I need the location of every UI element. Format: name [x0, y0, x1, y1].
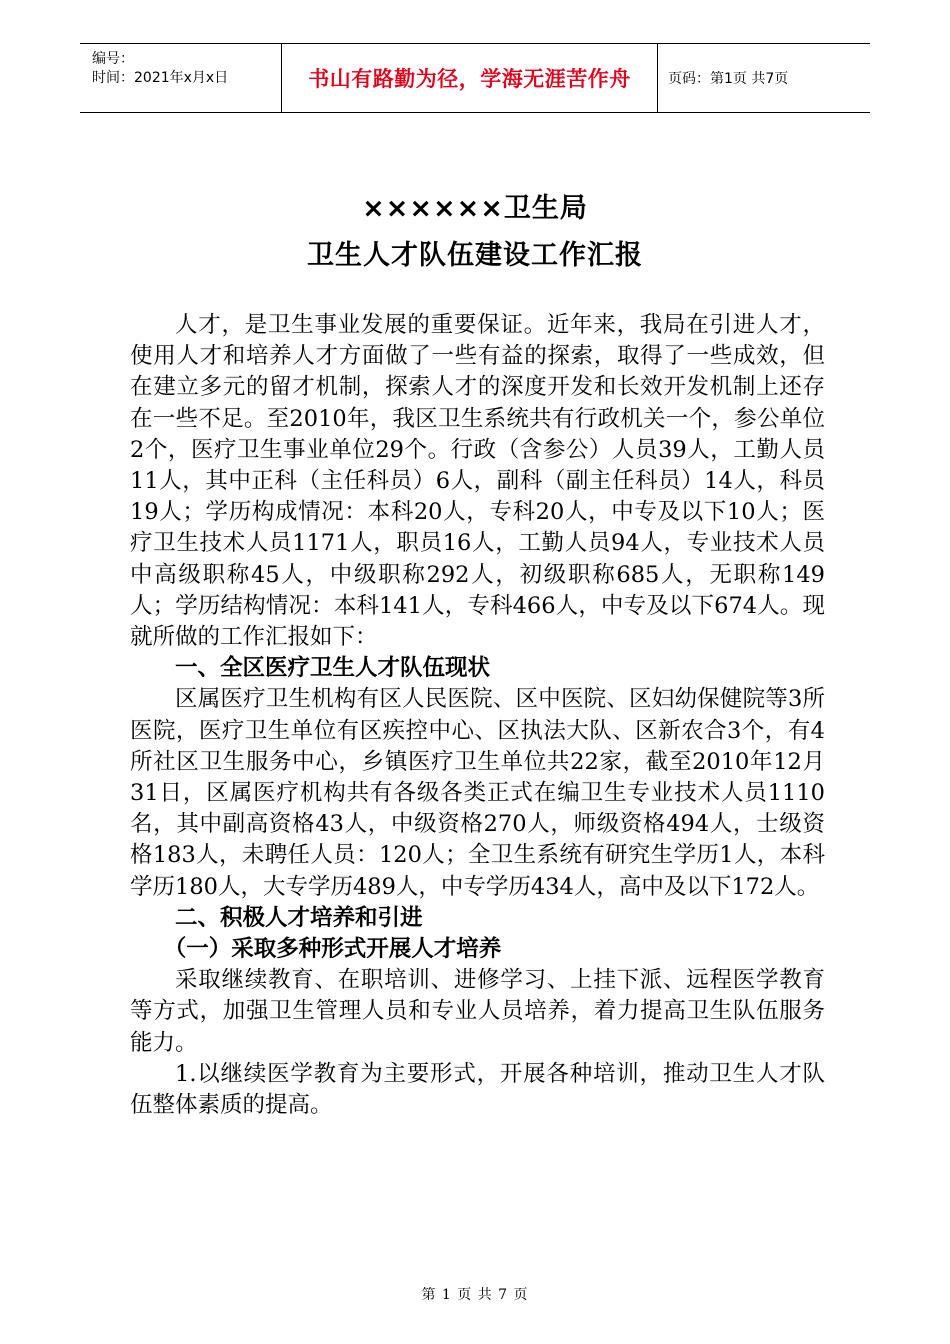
time-label: 时间：2021年x月x日	[92, 70, 229, 86]
section2-item1-paragraph: 1.以继续医学教育为主要形式，开展各种培训，推动卫生人才队伍整体素质的提高。	[130, 1060, 825, 1119]
document-body	[130, 310, 825, 1121]
page-footer: 第 1 页 共 7 页	[421, 1287, 529, 1303]
section2-sub1-heading: （一）采取多种形式开展人才培养	[163, 936, 502, 963]
section1-paragraph: 区属医疗卫生机构有区人民医院、区中医院、区妇幼保健院等3所医院，医疗卫生单位有区疾控中心、区执法大队、区新农合3个，有4所社区卫生服务中心，乡镇医疗卫生单位共22家，截至2010年12月31日，区属医疗机构共有各级各类正式在编卫生专业技术人员1110名，其中副高资格43人，中级资格270人，师级资格494人，士级资格183人，未聘任人员：120人；全卫生系统有研究生学历1人，本科学历180人，大专学历489人，中专学历434人，高中及以下172人。	[130, 686, 825, 900]
header-page-info: 页码：第1页 共7页	[668, 71, 789, 87]
section1-heading: 一、全区医疗卫生人才队伍现状	[175, 655, 491, 682]
page-header	[80, 43, 870, 113]
document-title-line2: 卫生人才队伍建设工作汇报	[307, 240, 643, 271]
header-meta	[80, 44, 282, 112]
serial-number-label: 编号：	[92, 51, 134, 67]
section2-sub1-paragraph: 采取继续教育、在职培训、进修学习、上挂下派、远程医学教育等方式，加强卫生管理人员和专业人员培养，着力提高卫生队伍服务能力。	[130, 967, 825, 1056]
header-motto: 书山有路勤为径，学海无涯苦作舟	[282, 44, 658, 112]
intro-paragraph: 人才，是卫生事业发展的重要保证。近年来，我局在引进人才，使用人才和培养人才方面做了一些有益的探索，取得了一些成效，但在建立多元的留才机制，探索人才的深度开发和长效开发机制上还存在一些不足。至2010年，我区卫生系统共有行政机关一个，参公单位2个，医疗卫生事业单位29个。行政（含参公）人员39人，工勤人员11人，其中正科（主任科员）6人，副科（副主任科员）14人，科员19人；学历构成情况：本科20人，专科20人，中专及以下10人；医疗卫生技术人员1171人，职员16人，工勤人员94人，专业技术人员中高级职称45人，中级职称292人，初级职称685人，无职称149人；学历结构情况：本科141人，专科466人，中专及以下674人。现就所做的工作汇报如下：	[130, 312, 825, 651]
section2-heading: 二、积极人才培养和引进	[175, 904, 423, 931]
document-title-line1: ××××××卫生局	[362, 193, 588, 224]
